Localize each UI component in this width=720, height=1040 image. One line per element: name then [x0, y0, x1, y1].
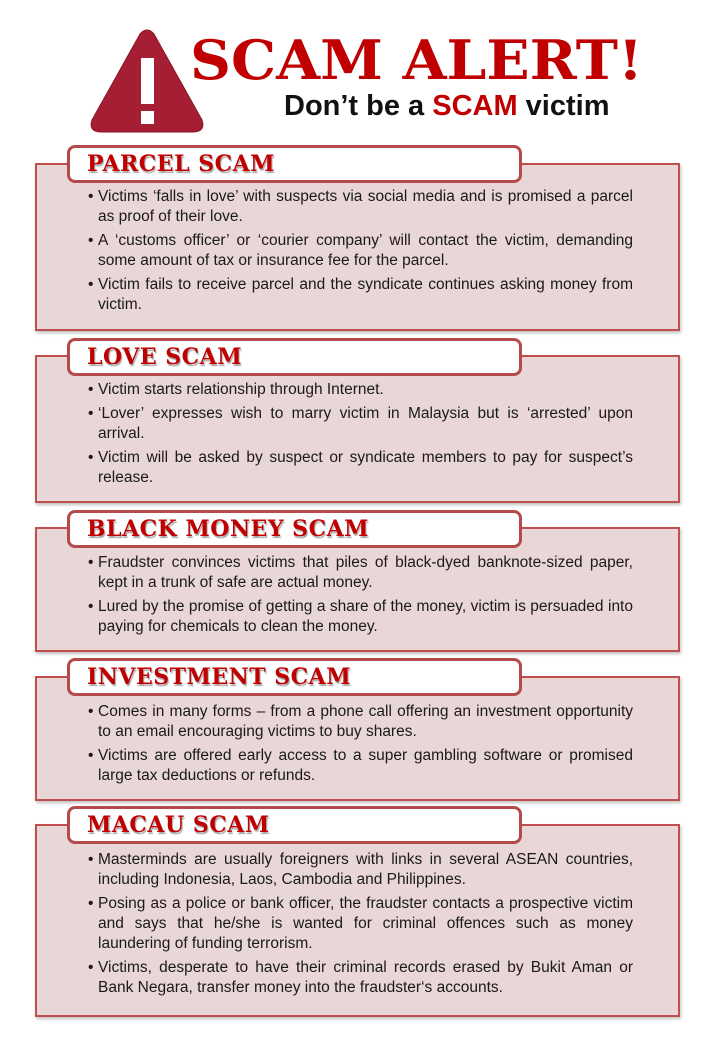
- section-title: PARCEL SCAM: [87, 151, 276, 177]
- bullet-item: • Victim starts relationship through Internet.: [88, 380, 633, 400]
- section-title: MACAU SCAM: [87, 812, 270, 838]
- section-bullets: [88, 187, 633, 319]
- bullet-item: • Victims ‘falls in love’ with suspects via social media and is promised a parcel as proof of their love.: [88, 187, 633, 227]
- subtitle-text: victim: [517, 90, 610, 122]
- bullet-item: • Masterminds are usually foreigners with links in several ASEAN countries, including Indonesia, Laos, Cambodia and Philippines.: [88, 850, 633, 890]
- bullet-item: • Fraudster convinces victims that piles of black-dyed banknote-sized paper, kept in a trunk of safe are actual money.: [88, 553, 633, 593]
- section-bullets: [88, 850, 633, 1002]
- page-subtitle: [284, 88, 610, 124]
- bullet-item: • ‘Lover’ expresses wish to marry victim in Malaysia but is ‘arrested’ upon arrival.: [88, 404, 633, 444]
- bullet-item: • Victim fails to receive parcel and the syndicate continues asking money from victim.: [88, 275, 633, 315]
- section-title: LOVE SCAM: [87, 344, 243, 370]
- bullet-item: • Comes in many forms – from a phone call offering an investment opportunity to an email encouraging victims to buy shares.: [88, 702, 633, 742]
- section-header-tab: [67, 338, 522, 376]
- section-bullets: [88, 702, 633, 790]
- page-title: SCAM ALERT!: [190, 28, 643, 92]
- warning-triangle-icon: [88, 28, 206, 136]
- bullet-item: • Victim will be asked by suspect or syndicate members to pay for suspect’s release.: [88, 448, 633, 488]
- section-title: BLACK MONEY SCAM: [87, 516, 370, 542]
- bullet-item: • Victims, desperate to have their criminal records erased by Bukit Aman or Bank Negara, transfer money into the fraudster‘s accounts.: [88, 958, 633, 998]
- bullet-item: • Posing as a police or bank officer, the fraudster contacts a prospective victim and says that he/she is wanted for criminal offences such as money laundering of funding terrorism.: [88, 894, 633, 954]
- section-bullets: [88, 553, 633, 641]
- bullet-item: • A ‘customs officer’ or ‘courier company’ will contact the victim, demanding some amount of tax or insurance fee for the parcel.: [88, 231, 633, 271]
- section-title: INVESTMENT SCAM: [87, 664, 352, 690]
- subtitle-highlight: SCAM: [432, 90, 518, 122]
- section-header-tab: [67, 510, 522, 548]
- subtitle-text: Don’t be a: [284, 90, 433, 122]
- section-header-tab: [67, 806, 522, 844]
- section-bullets: [88, 380, 633, 492]
- bullet-item: • Lured by the promise of getting a share of the money, victim is persuaded into paying for chemicals to clean the money.: [88, 597, 633, 637]
- section-header-tab: [67, 658, 522, 696]
- section-header-tab: [67, 145, 522, 183]
- bullet-item: • Victims are offered early access to a super gambling software or promised large tax deductions or refunds.: [88, 746, 633, 786]
